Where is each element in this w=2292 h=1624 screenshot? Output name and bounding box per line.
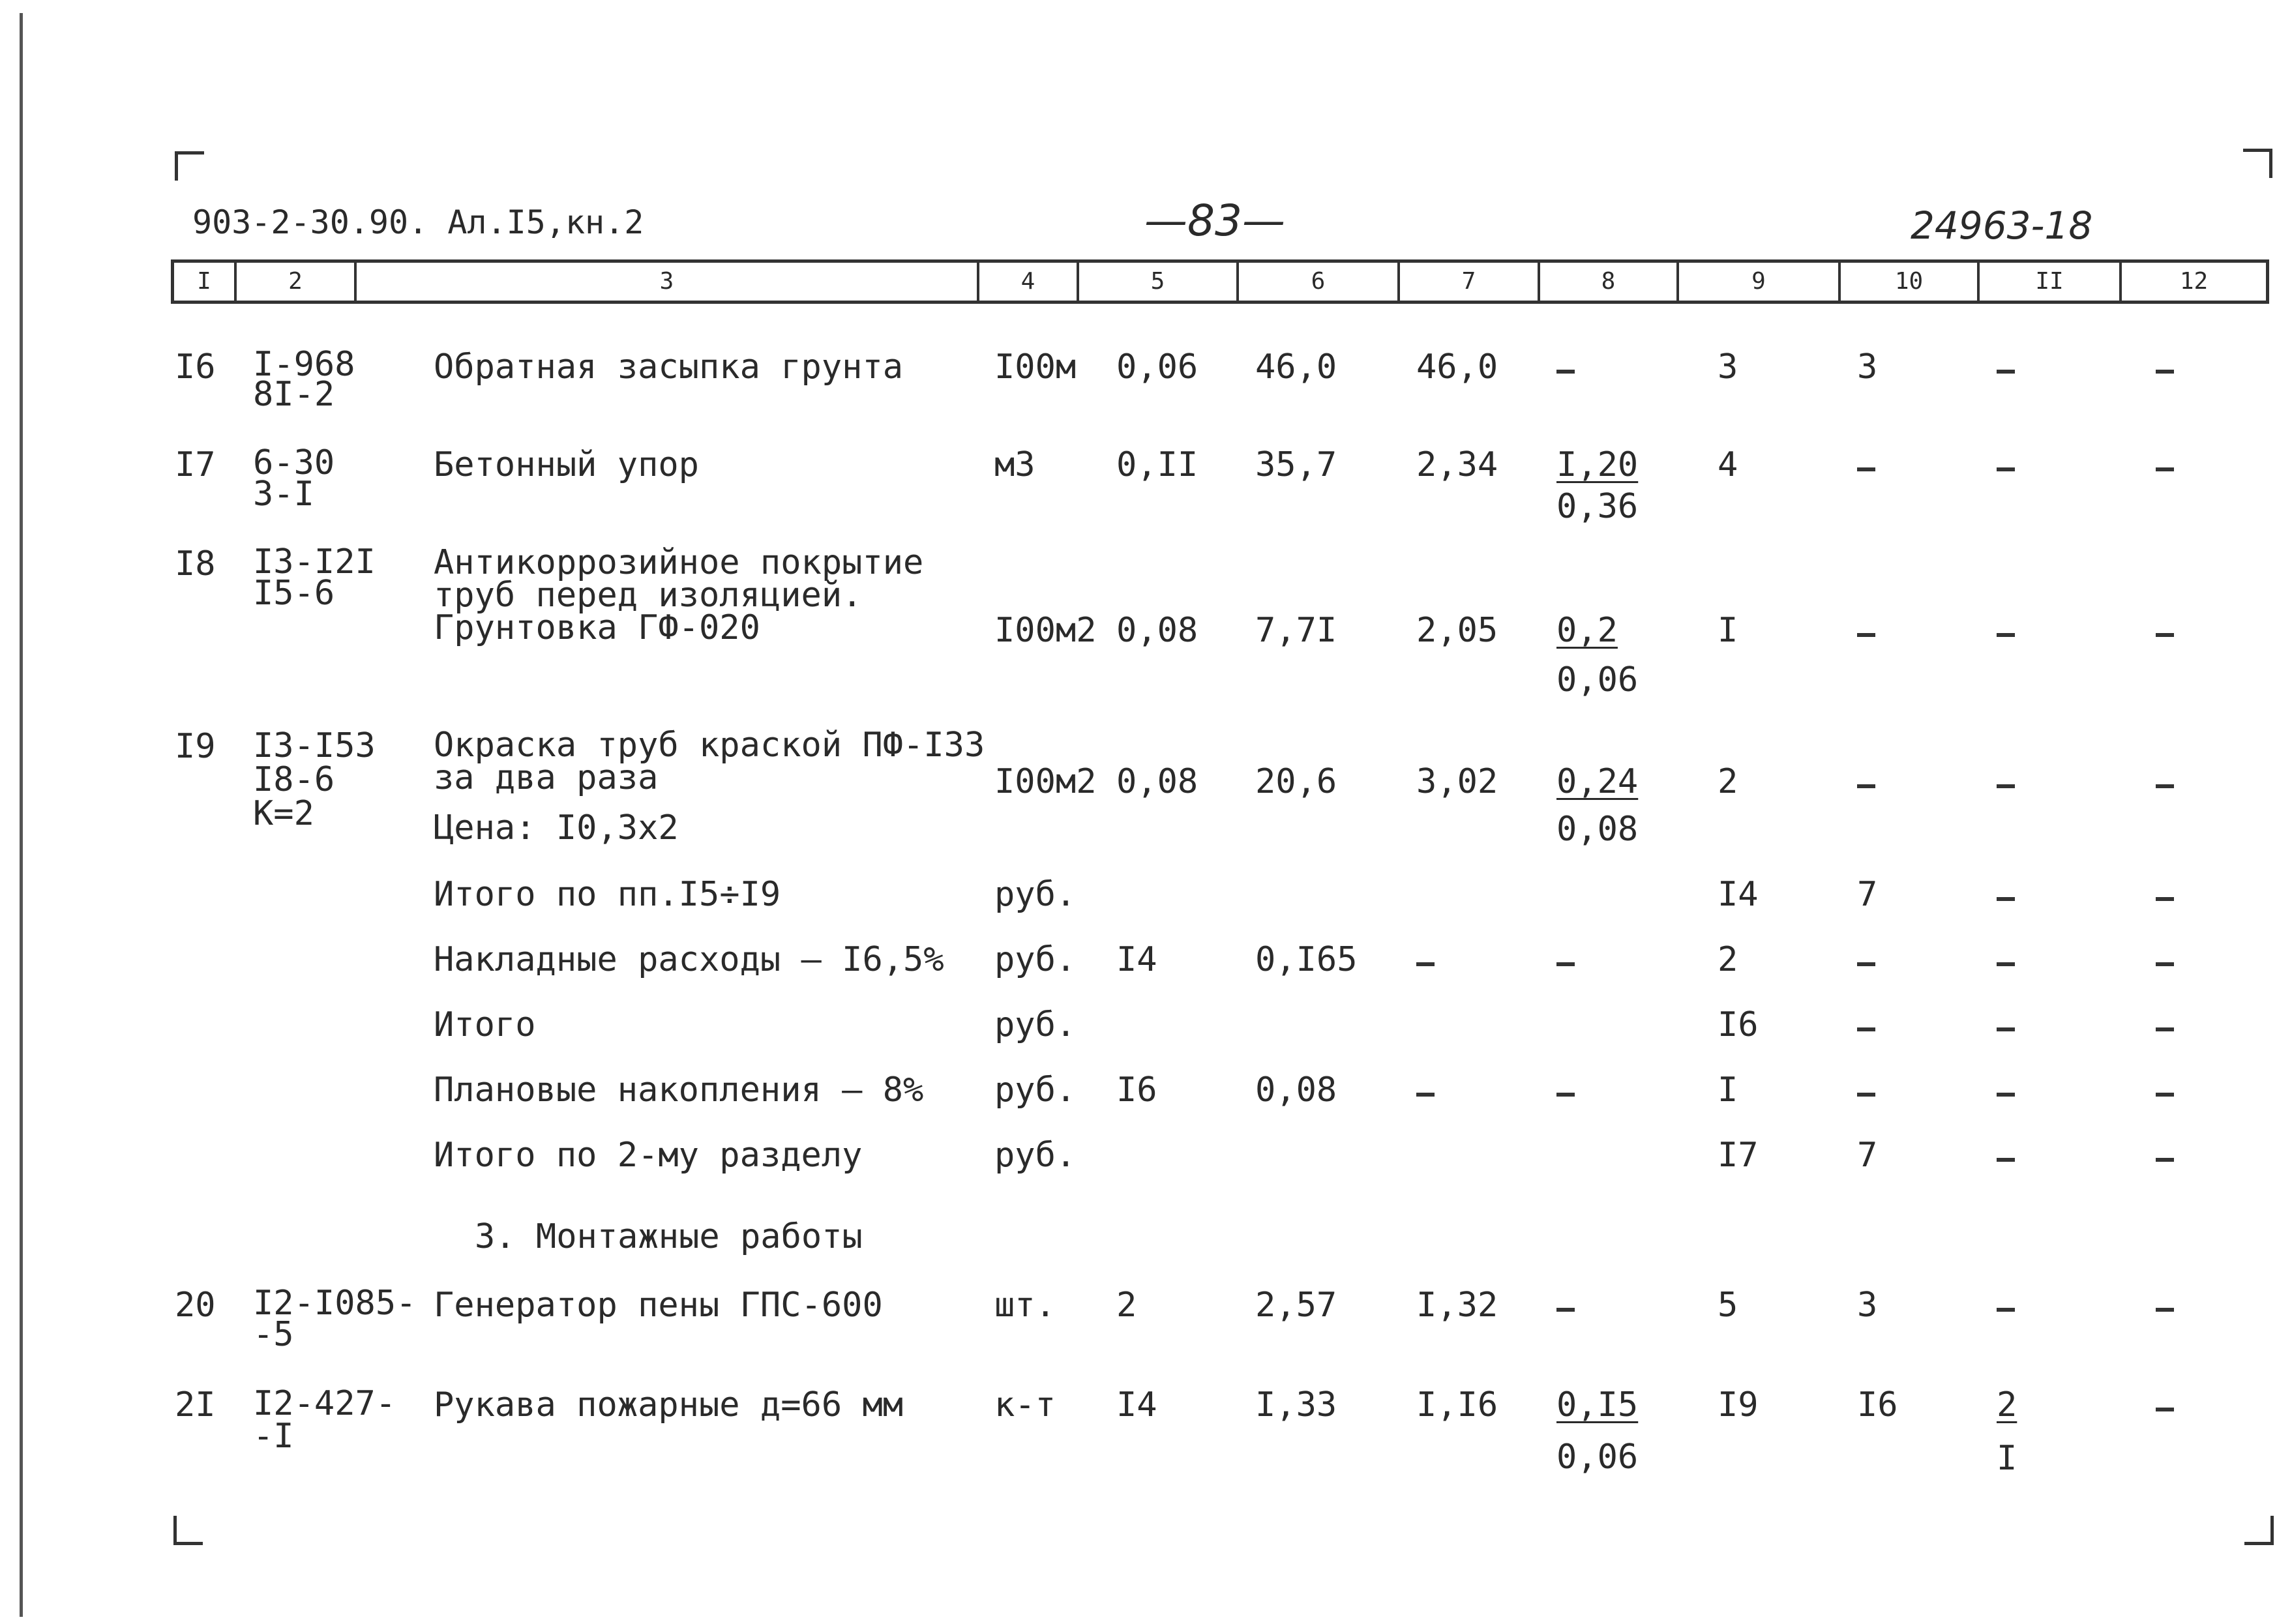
quantity: I4: [1116, 1385, 1157, 1425]
col-10-value: I6: [1857, 1385, 1898, 1425]
archive-number: 24963-18: [1911, 203, 2093, 248]
unit-price: 7,7I: [1255, 611, 1337, 650]
dash-col-11: [1997, 370, 2015, 374]
dash-col-8: [1556, 370, 1575, 374]
column-header-7: 7: [1400, 263, 1540, 301]
dash-col-10: [1857, 784, 1875, 788]
dash-col-11: [1997, 1093, 2015, 1097]
norm-code: I2-I085- -5: [253, 1284, 417, 1354]
col-9-value: 4: [1718, 445, 1738, 484]
col-10-value: 3: [1857, 347, 1878, 387]
work-name: Антикоррозийное покрытие труб перед изоляцией. Грунтовка ГФ-020: [434, 543, 924, 647]
dash-col-12: [2156, 784, 2174, 788]
work-name: Рукава пожарные д=66 мм: [434, 1385, 904, 1425]
col-10-value: 3: [1857, 1286, 1878, 1325]
column-header-11: II: [1980, 263, 2122, 301]
summary-label: Накладные расходы – I6,5%: [434, 940, 944, 979]
column-header-3: 3: [357, 263, 979, 301]
dash-col-8: [1556, 962, 1575, 966]
unit: руб.: [994, 875, 1077, 914]
column-header-12: 12: [2179, 268, 2209, 295]
col-9-value: 3: [1718, 347, 1738, 387]
unit: руб.: [994, 1005, 1077, 1044]
column-header-10: 10: [1841, 263, 1980, 301]
dash-col-11: [1997, 1027, 2015, 1031]
col-8-numerator: 0,I5: [1556, 1385, 1639, 1425]
unit: руб.: [994, 1070, 1077, 1110]
col-10-value: 7: [1857, 1136, 1878, 1175]
work-name: Окраска труб краской ПФ-I33 за два раза: [434, 726, 985, 797]
total-cost: 3,02: [1416, 762, 1498, 801]
dash-col-10: [1857, 633, 1875, 637]
col-9-value: I4: [1718, 875, 1759, 914]
row-number: I6: [175, 347, 216, 387]
work-name: Генератор пены ГПС-600: [434, 1286, 883, 1325]
dash-col-10: [1857, 467, 1875, 471]
col-8-numerator: I,20: [1556, 445, 1639, 484]
row-number: I8: [175, 544, 216, 583]
summary-label: Итого по 2-му разделу: [434, 1136, 863, 1175]
column-header-6: 6: [1239, 263, 1400, 301]
dash-col-10: [1857, 1093, 1875, 1097]
unit-price: 0,I65: [1255, 940, 1358, 979]
unit-price: 0,08: [1255, 1070, 1337, 1110]
unit-price: I,33: [1255, 1385, 1337, 1425]
quantity: I4: [1116, 940, 1157, 979]
column-number-header: [171, 259, 2269, 304]
total-cost: 46,0: [1416, 347, 1498, 387]
col-9-value: 2: [1718, 762, 1738, 801]
dash-col-10: [1857, 962, 1875, 966]
dash-col-8: [1556, 1308, 1575, 1312]
row-number: 2I: [175, 1385, 216, 1425]
row-number: I7: [175, 445, 216, 484]
dash-col-11: [1997, 1158, 2015, 1162]
quantity: 0,08: [1116, 611, 1198, 650]
dash-col-11: [1997, 962, 2015, 966]
unit: руб.: [994, 940, 1077, 979]
col-9-value: I: [1718, 1070, 1738, 1110]
dash-col-12: [2156, 962, 2174, 966]
unit: I00м2: [994, 611, 1097, 650]
section-heading: 3. Монтажные работы: [475, 1217, 863, 1256]
quantity: 0,II: [1116, 445, 1198, 484]
col-9-value: 2: [1718, 940, 1738, 979]
binding-line: [20, 13, 23, 1617]
norm-code: I3-I53 I8-6 К=2: [253, 726, 376, 833]
norm-code: I3-I2I I5-6: [253, 542, 376, 613]
dash-col-11: [1997, 467, 2015, 471]
dash-col-11: [1997, 784, 2015, 788]
total-cost: 2,34: [1416, 445, 1498, 484]
unit-price: 35,7: [1255, 445, 1337, 484]
column-header-4: 4: [979, 263, 1079, 301]
col-9-value: 5: [1718, 1286, 1738, 1325]
page-number: —83—: [1144, 196, 1285, 246]
unit: руб.: [994, 1136, 1077, 1175]
col-8-denominator: 0,36: [1556, 487, 1639, 526]
quantity: 0,08: [1116, 762, 1198, 801]
col-8-denominator: 0,06: [1556, 660, 1639, 700]
quantity: I6: [1116, 1070, 1157, 1110]
column-header-1: I: [174, 263, 237, 301]
corner-mark-top-right: [2243, 149, 2272, 178]
col-9-value: I6: [1718, 1005, 1759, 1044]
unit: к-т: [994, 1385, 1056, 1425]
dash-col-12: [2156, 633, 2174, 637]
column-header-8: 8: [1540, 263, 1679, 301]
dash-col-11: [1997, 633, 2015, 637]
dash-col-11: [1997, 1308, 2015, 1312]
unit: м3: [994, 445, 1035, 484]
row-number: 20: [175, 1286, 216, 1325]
dash-col-12: [2156, 1308, 2174, 1312]
row-number: I9: [175, 727, 216, 766]
col-8-numerator: 0,2: [1556, 611, 1618, 650]
dash-col-7: [1416, 1093, 1435, 1097]
summary-label: Итого по пп.I5÷I9: [434, 875, 781, 914]
unit-price: 20,6: [1255, 762, 1337, 801]
dash-col-12: [2156, 897, 2174, 901]
unit: I00м: [994, 347, 1077, 387]
dash-col-12: [2156, 467, 2174, 471]
col-9-value: I: [1718, 611, 1738, 650]
norm-code: I2-427- -I: [253, 1384, 396, 1456]
corner-mark-bottom-left: [173, 1516, 203, 1545]
dash-col-7: [1416, 962, 1435, 966]
dash-col-11: [1997, 897, 2015, 901]
dash-col-8: [1556, 1093, 1575, 1097]
unit-price: 2,57: [1255, 1286, 1337, 1325]
total-cost: 2,05: [1416, 611, 1498, 650]
column-header-9: 9: [1679, 263, 1841, 301]
col-9-value: I9: [1718, 1385, 1759, 1425]
quantity: 2: [1116, 1286, 1137, 1325]
column-header-5: 5: [1079, 263, 1239, 301]
work-name: Обратная засыпка грунта: [434, 347, 904, 387]
corner-mark-bottom-right: [2244, 1516, 2274, 1545]
dash-col-12: [2156, 1027, 2174, 1031]
col-11-numerator: 2: [1997, 1385, 2017, 1425]
unit-price: 46,0: [1255, 347, 1337, 387]
col-8-denominator: 0,06: [1556, 1438, 1639, 1477]
col-8-numerator: 0,24: [1556, 762, 1639, 801]
dash-col-12: [2156, 1093, 2174, 1097]
col-8-denominator: 0,08: [1556, 810, 1639, 849]
dash-col-12: [2156, 1158, 2174, 1162]
col-11-denominator: I: [1997, 1439, 2017, 1478]
unit: I00м2: [994, 762, 1097, 801]
col-9-value: I7: [1718, 1136, 1759, 1175]
unit: шт.: [994, 1286, 1056, 1325]
total-cost: I,I6: [1416, 1385, 1498, 1425]
norm-code: I-968 8I-2: [253, 345, 355, 414]
dash-col-10: [1857, 1027, 1875, 1031]
quantity: 0,06: [1116, 347, 1198, 387]
dash-col-12: [2156, 1408, 2174, 1411]
summary-label: Итого: [434, 1005, 536, 1044]
col-10-value: 7: [1857, 875, 1878, 914]
summary-label: Плановые накопления – 8%: [434, 1070, 924, 1110]
total-cost: I,32: [1416, 1286, 1498, 1325]
column-header-2: 2: [237, 263, 357, 301]
work-name: Бетонный упор: [434, 445, 699, 484]
corner-mark-top-left: [175, 151, 204, 181]
norm-code: 6-30 3-I: [253, 443, 335, 514]
price-note: Цена: I0,3x2: [434, 808, 679, 848]
document-code: 903-2-30.90. Ал.I5,кн.2: [192, 203, 644, 241]
dash-col-12: [2156, 370, 2174, 374]
